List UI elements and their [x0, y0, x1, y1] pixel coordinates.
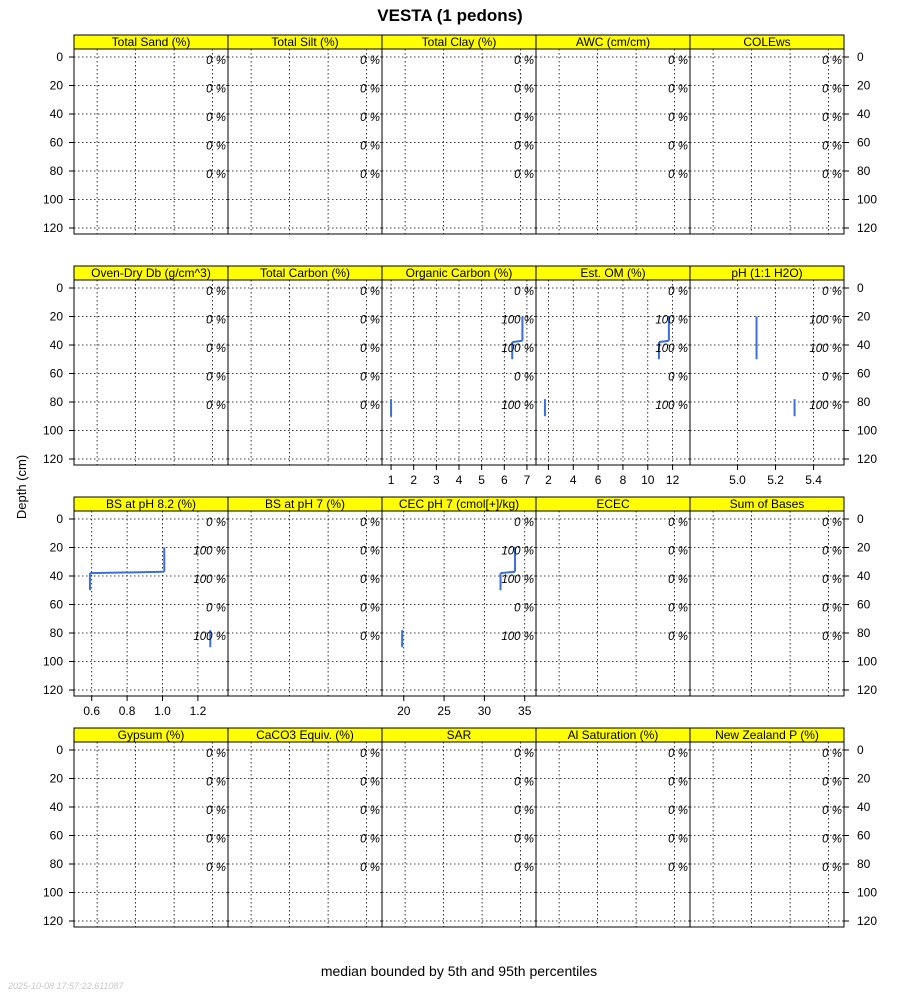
y-tick-label: 0: [56, 50, 63, 64]
panel-total-sand: [43, 35, 228, 235]
data-coverage-label: 100 %: [193, 631, 226, 643]
data-coverage-label: 0 %: [360, 169, 380, 181]
data-coverage-label: 0 %: [822, 862, 842, 874]
x-tick-label: 0.6: [83, 704, 101, 718]
y-tick-label: 100: [42, 654, 63, 669]
data-coverage-label: 0 %: [514, 517, 534, 529]
data-coverage-label: 100 %: [501, 631, 534, 643]
panel-title: Sum of Bases: [729, 497, 805, 511]
panel-title: Est. OM (%): [580, 266, 646, 280]
data-coverage-label: 0 %: [822, 833, 842, 846]
y-tick-label: 100: [857, 654, 878, 669]
x-tick-label: 12: [665, 473, 680, 487]
data-coverage-label: 0 %: [668, 55, 688, 67]
data-coverage-label: 0 %: [668, 83, 688, 96]
panel-title: ECEC: [596, 497, 630, 511]
y-tick-label: 20: [857, 771, 871, 786]
panel-title: COLEws: [743, 35, 791, 49]
panel-new-zealand-p: [690, 728, 877, 928]
panel-est-om: [536, 266, 690, 487]
y-tick-label: 120: [42, 221, 63, 235]
panel-title: Gypsum (%): [117, 728, 185, 742]
data-coverage-label: 0 %: [514, 805, 534, 817]
data-coverage-label: 0 %: [514, 286, 534, 298]
data-coverage-label: 0 %: [206, 400, 226, 412]
data-coverage-label: 0 %: [822, 169, 842, 181]
y-tick-label: 60: [49, 135, 63, 150]
panel-al-saturation: [536, 728, 690, 927]
data-coverage-label: 0 %: [668, 371, 688, 384]
y-tick-label: 0: [857, 743, 864, 757]
panel-frame: [536, 280, 690, 465]
data-coverage-label: 100 %: [655, 400, 688, 412]
data-coverage-label: 0 %: [206, 314, 226, 327]
panel-title: Total Silt (%): [271, 35, 339, 49]
panel-colews: [690, 35, 877, 235]
x-tick-label: 35: [518, 704, 532, 718]
data-coverage-label: 100 %: [193, 545, 226, 558]
x-tick-label: 8: [619, 473, 627, 487]
panel-title: New Zealand P (%): [715, 728, 819, 742]
median-line-segment: [90, 572, 164, 573]
data-coverage-label: 0 %: [822, 371, 842, 384]
data-coverage-label: 0 %: [822, 631, 842, 643]
x-tick-label: 20: [397, 704, 411, 718]
panel-title: BS at pH 7 (%): [264, 497, 346, 511]
panel-total-silt: [228, 35, 382, 234]
panel-frame: [382, 511, 536, 696]
data-coverage-label: 100 %: [655, 314, 688, 327]
data-coverage-label: 0 %: [514, 112, 534, 124]
y-tick-label: 120: [42, 914, 63, 928]
y-tick-label: 40: [49, 800, 63, 814]
data-coverage-label: 0 %: [822, 517, 842, 529]
data-coverage-label: 0 %: [206, 112, 226, 124]
y-tick-label: 80: [857, 626, 871, 640]
y-tick-label: 100: [42, 885, 63, 900]
data-coverage-label: 0 %: [360, 833, 380, 846]
y-tick-label: 80: [49, 626, 63, 640]
y-tick-label: 120: [857, 683, 878, 697]
data-coverage-label: 0 %: [822, 602, 842, 615]
data-coverage-label: 0 %: [668, 602, 688, 615]
panel-organic-carbon: [382, 266, 536, 487]
data-coverage-label: 0 %: [360, 140, 380, 153]
y-tick-label: 60: [857, 366, 871, 381]
panel-title: pH (1:1 H2O): [731, 266, 803, 280]
panel-caco3-equiv: [228, 728, 382, 927]
data-coverage-label: 0 %: [206, 83, 226, 96]
panel-ecec: [536, 497, 690, 696]
y-tick-label: 0: [857, 281, 864, 295]
data-coverage-label: 0 %: [822, 55, 842, 67]
data-coverage-label: 0 %: [360, 314, 380, 327]
data-coverage-label: 100 %: [501, 314, 534, 327]
y-tick-label: 60: [49, 828, 63, 843]
data-coverage-label: 0 %: [822, 112, 842, 124]
panel-title: Total Sand (%): [111, 35, 191, 49]
data-coverage-label: 0 %: [668, 776, 688, 789]
data-coverage-label: 0 %: [360, 748, 380, 760]
data-coverage-label: 100 %: [655, 343, 688, 355]
data-coverage-label: 0 %: [360, 805, 380, 817]
median-line-segment: [501, 572, 516, 573]
panel-bs-at-ph-7: [228, 497, 382, 696]
x-tick-label: 4: [569, 473, 577, 487]
y-tick-label: 60: [49, 597, 63, 612]
data-coverage-label: 0 %: [206, 343, 226, 355]
y-tick-label: 20: [857, 78, 871, 93]
y-tick-label: 80: [857, 164, 871, 178]
data-coverage-label: 0 %: [360, 574, 380, 586]
data-coverage-label: 0 %: [360, 286, 380, 298]
x-tick-label: 6: [594, 473, 602, 487]
y-tick-label: 80: [49, 857, 63, 871]
panel-title: Al Saturation (%): [567, 728, 659, 742]
y-tick-label: 120: [42, 683, 63, 697]
panel-title: CEC pH 7 (cmol[+]/kg): [398, 497, 520, 511]
data-coverage-label: 100 %: [501, 343, 534, 355]
y-tick-label: 0: [56, 512, 63, 526]
y-tick-label: 20: [857, 540, 871, 555]
y-tick-label: 40: [49, 338, 63, 352]
data-coverage-label: 0 %: [514, 748, 534, 760]
data-coverage-label: 0 %: [668, 862, 688, 874]
x-tick-label: 25: [437, 704, 451, 718]
panel-gypsum: [43, 728, 228, 928]
panel-title: Total Carbon (%): [259, 266, 351, 280]
data-coverage-label: 100 %: [809, 314, 842, 327]
data-coverage-label: 0 %: [822, 574, 842, 586]
y-tick-label: 0: [857, 512, 864, 526]
y-tick-label: 0: [56, 281, 63, 295]
data-coverage-label: 0 %: [668, 112, 688, 124]
data-coverage-label: 0 %: [206, 602, 226, 615]
y-tick-label: 100: [857, 192, 878, 207]
data-coverage-label: 0 %: [668, 545, 688, 558]
y-tick-label: 60: [857, 135, 871, 150]
panel-title: Oven-Dry Db (g/cm^3): [91, 266, 211, 280]
data-coverage-label: 0 %: [206, 169, 226, 181]
y-tick-label: 40: [49, 107, 63, 121]
y-tick-label: 60: [857, 597, 871, 612]
data-coverage-label: 0 %: [668, 286, 688, 298]
y-tick-label: 40: [857, 107, 871, 121]
data-coverage-label: 0 %: [514, 776, 534, 789]
y-tick-label: 100: [857, 885, 878, 900]
data-coverage-label: 0 %: [360, 55, 380, 67]
x-tick-label: 1.0: [154, 704, 171, 718]
x-tick-label: 2: [410, 473, 418, 487]
data-coverage-label: 0 %: [360, 862, 380, 874]
data-coverage-label: 100 %: [501, 545, 534, 558]
data-coverage-label: 0 %: [206, 776, 226, 789]
data-coverage-label: 0 %: [206, 517, 226, 529]
panel-cec-ph-7-cmol-kg: [382, 497, 536, 718]
data-coverage-label: 0 %: [206, 748, 226, 760]
y-tick-label: 80: [49, 395, 63, 409]
data-coverage-label: 0 %: [514, 833, 534, 846]
y-tick-label: 20: [49, 78, 63, 93]
data-coverage-label: 0 %: [822, 748, 842, 760]
data-coverage-label: 0 %: [514, 602, 534, 615]
panel-total-clay: [382, 35, 536, 234]
data-coverage-label: 100 %: [193, 574, 226, 586]
y-tick-label: 40: [857, 800, 871, 814]
y-tick-label: 20: [49, 771, 63, 786]
data-coverage-label: 100 %: [809, 400, 842, 412]
data-coverage-label: 0 %: [360, 776, 380, 789]
panel-oven-dry-db-g-cm-3: [43, 266, 228, 466]
y-tick-label: 100: [42, 192, 63, 207]
data-coverage-label: 0 %: [206, 140, 226, 153]
median-line-segment: [512, 341, 522, 342]
data-coverage-label: 0 %: [360, 400, 380, 412]
y-tick-label: 40: [857, 569, 871, 583]
data-coverage-label: 0 %: [360, 83, 380, 96]
x-tick-label: 1.2: [189, 704, 207, 718]
panel-title: SAR: [446, 728, 472, 742]
y-axis-label: Depth (cm): [14, 454, 29, 520]
median-line-segment: [659, 341, 669, 342]
x-tick-label: 5.4: [805, 473, 822, 487]
data-coverage-label: 0 %: [206, 833, 226, 846]
data-coverage-label: 0 %: [668, 748, 688, 760]
y-tick-label: 120: [857, 914, 878, 928]
data-coverage-label: 0 %: [360, 112, 380, 124]
data-coverage-label: 0 %: [822, 805, 842, 817]
y-tick-label: 100: [857, 423, 878, 438]
data-coverage-label: 0 %: [514, 371, 534, 384]
data-coverage-label: 0 %: [206, 286, 226, 298]
data-coverage-label: 0 %: [206, 55, 226, 67]
data-coverage-label: 0 %: [822, 776, 842, 789]
x-tick-label: 1: [387, 473, 395, 487]
panel-sar: [382, 728, 536, 927]
y-tick-label: 0: [857, 50, 864, 64]
panel-sum-of-bases: [690, 497, 877, 697]
y-tick-label: 40: [857, 338, 871, 352]
y-tick-label: 20: [49, 540, 63, 555]
data-coverage-label: 0 %: [822, 83, 842, 96]
y-tick-label: 120: [42, 452, 63, 466]
y-tick-label: 60: [49, 366, 63, 381]
data-coverage-label: 0 %: [668, 805, 688, 817]
data-coverage-label: 0 %: [360, 371, 380, 384]
y-tick-label: 80: [857, 857, 871, 871]
x-tick-label: 5.2: [767, 473, 784, 487]
data-coverage-label: 0 %: [514, 83, 534, 96]
panel-ph-1-1-h2o: [690, 266, 877, 487]
panel-total-carbon: [228, 266, 382, 465]
y-tick-label: 20: [49, 309, 63, 324]
panel-title: Organic Carbon (%): [405, 266, 513, 280]
panel-title: CaCO3 Equiv. (%): [256, 728, 354, 742]
panel-awc-cm-cm: [536, 35, 690, 234]
data-coverage-label: 0 %: [668, 517, 688, 529]
data-coverage-label: 0 %: [206, 805, 226, 817]
x-tick-label: 6: [500, 473, 508, 487]
data-coverage-label: 0 %: [668, 140, 688, 153]
y-tick-label: 20: [857, 309, 871, 324]
data-coverage-label: 0 %: [668, 574, 688, 586]
panel-bs-at-ph-8-2: [43, 497, 228, 718]
data-coverage-label: 0 %: [514, 140, 534, 153]
panel-title: BS at pH 8.2 (%): [105, 497, 197, 511]
x-tick-label: 10: [641, 473, 655, 487]
chart-subtitle: median bounded by 5th and 95th percentiles: [320, 963, 598, 979]
panel-title: Total Clay (%): [421, 35, 497, 49]
data-coverage-label: 0 %: [206, 862, 226, 874]
y-tick-label: 100: [42, 423, 63, 438]
panel-frame: [690, 280, 844, 465]
data-coverage-label: 0 %: [668, 833, 688, 846]
y-tick-label: 0: [56, 743, 63, 757]
data-coverage-label: 0 %: [360, 343, 380, 355]
y-tick-label: 40: [49, 569, 63, 583]
data-coverage-label: 0 %: [360, 631, 380, 643]
data-coverage-label: 0 %: [822, 545, 842, 558]
panel-title: AWC (cm/cm): [575, 35, 651, 49]
chart-title: VESTA (1 pedons): [377, 6, 523, 25]
data-coverage-label: 0 %: [514, 55, 534, 67]
data-coverage-label: 0 %: [668, 631, 688, 643]
data-coverage-label: 0 %: [360, 602, 380, 615]
x-tick-label: 30: [477, 704, 492, 718]
data-coverage-label: 100 %: [809, 343, 842, 355]
y-tick-label: 120: [857, 221, 878, 235]
data-coverage-label: 0 %: [822, 286, 842, 298]
x-tick-label: 4: [455, 473, 463, 487]
x-tick-label: 5.0: [729, 473, 746, 487]
panel-frame: [74, 511, 228, 696]
data-coverage-label: 100 %: [501, 400, 534, 412]
y-tick-label: 120: [857, 452, 878, 466]
y-tick-label: 60: [857, 828, 871, 843]
data-coverage-label: 0 %: [360, 517, 380, 529]
x-tick-label: 2: [545, 473, 552, 487]
data-coverage-label: 0 %: [514, 169, 534, 181]
data-coverage-label: 0 %: [514, 862, 534, 874]
data-coverage-label: 0 %: [822, 140, 842, 153]
data-coverage-label: 100 %: [501, 574, 534, 586]
panel-grid: [43, 35, 877, 928]
x-tick-label: 7: [523, 473, 531, 487]
data-coverage-label: 0 %: [668, 169, 688, 181]
timestamp: 2025-10-08 17:57:22.611087: [8, 981, 124, 991]
y-tick-label: 80: [49, 164, 63, 178]
x-tick-label: 0.8: [118, 704, 136, 718]
y-tick-label: 80: [857, 395, 871, 409]
x-tick-label: 5: [478, 473, 485, 487]
data-coverage-label: 0 %: [360, 545, 380, 558]
x-tick-label: 3: [433, 473, 440, 487]
data-coverage-label: 0 %: [206, 371, 226, 384]
